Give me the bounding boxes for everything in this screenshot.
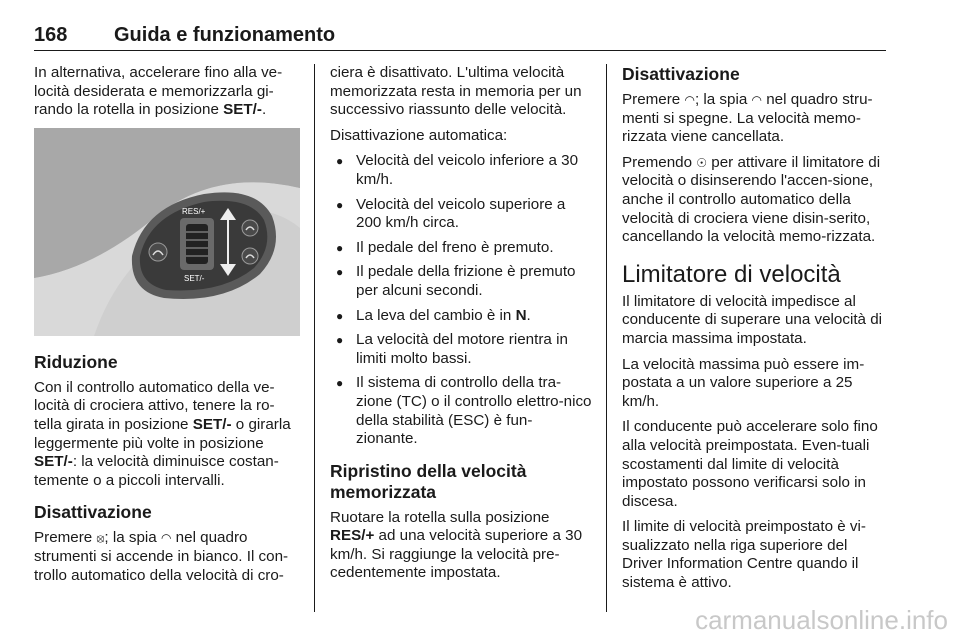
running-title: Guida e funzionamento (114, 24, 336, 46)
list-item: ● Il pedale del freno è premuto. (330, 239, 592, 258)
auto-deactivation-title: Disattivazione automatica: (330, 126, 508, 144)
cruise-control-lamp-icon: ◠ (751, 93, 762, 107)
res-label: RES/+ (182, 206, 206, 216)
set-label: SET/- (184, 273, 205, 283)
speed-limiter-icon: ☉ (696, 155, 708, 170)
heading-limitatore: Limitatore di velocità (622, 260, 841, 288)
column-divider-1 (314, 64, 315, 612)
heading-disattivazione-2: Disattivazione (622, 64, 740, 84)
limiter-paragraph-1: Il limitatore di velocità impedisce al conducente di superare una velocità di marcia massima impostata. (622, 292, 883, 347)
set-key: SET/- (223, 101, 262, 119)
column-1 (34, 64, 300, 592)
list-item: ● Velocità del veicolo superiore a 200 km/h circa. (330, 196, 592, 233)
limiter-switch-paragraph: Premendo ☉ per attivare il limitatore di velocità o disinserendo l'accen-sione, anche il controllo automatico della velocità di crociera viene disin-serito, cancellando la velocità memo-rizzata. (622, 153, 881, 246)
limiter-paragraph-3: Il conducente può accelerare solo fino alla velocità preimpostata. Even-tuali scostamenti dal limite di velocità impostato possono verificarsi solo in discesa. (622, 418, 878, 510)
intro-paragraph: In alternativa, accelerare fino alla ve-locità desiderata e memorizzarla gi-rando la rotella in posizione SET/-. (34, 64, 283, 119)
limiter-paragraph-4: Il limite di velocità preimpostato è vi-sualizzato nella riga superiore del Driver Information Centre quando il sistema è attivo. (622, 518, 866, 592)
page-number: 168 (34, 24, 68, 46)
deactivation-paragraph: Premere ◠; la spia ◠ nel quadro stru-menti si spegne. La velocità memo-rizzata viene cancellata. (622, 91, 873, 146)
steering-wheel-illustration (34, 128, 300, 336)
list-item: ● Velocità del veicolo inferiore a 30 km/h. (330, 152, 592, 189)
list-item: ● Il pedale della frizione è premuto per alcuni secondi. (330, 263, 592, 300)
page-header (34, 24, 886, 52)
watermark: carmanualsonline.info (695, 605, 948, 635)
ripristino-paragraph: Ruotare la rotella sulla posizione RES/+ ad una velocità superiore a 30 km/h. Si raggiunge la velocità pre-cedentemente impostata. (330, 508, 583, 582)
list-item: ● La leva del cambio è in N. (330, 307, 592, 326)
column-divider-2 (606, 64, 607, 612)
list-item: ● Il sistema di controllo della tra-zione (TC) o il controllo elettro-nico della stabilità (ESC) è fun-zionante. (330, 374, 592, 448)
column-3 (622, 64, 888, 600)
limiter-paragraph-2: La velocità massima può essere im-postata a un valore superiore a 25 km/h. (622, 355, 865, 410)
steering-wheel-controls-figure (34, 128, 300, 336)
riduzione-paragraph: Con il controllo automatico della ve-locità di crociera attivo, tenere la ro-tella girata in posizione SET/- o girarla leggermente più volte in posizione SET/-: la velocità diminuisce costan-temente o a piccoli intervalli. (34, 378, 291, 489)
column-2 (330, 64, 592, 590)
list-item: ● La velocità del motore rientra in limiti molto bassi. (330, 331, 592, 368)
header-rule (34, 50, 886, 51)
heading-disattivazione: Disattivazione (34, 502, 152, 523)
cruise-control-lamp-icon: ◠ (160, 531, 172, 546)
heading-riduzione: Riduzione (34, 351, 118, 372)
cruise-control-lamp-icon: ◠ (684, 93, 695, 107)
auto-deactivation-list (330, 152, 592, 448)
continuation-paragraph: ciera è disattivato. L'ultima velocità memorizzata resta in memoria per un successivo riassunto delle velocità. (330, 64, 582, 119)
heading-ripristino: Ripristino della velocità memorizzata (330, 460, 527, 502)
disattivazione-paragraph: Premere ⦻; la spia ◠ nel quadro strumenti si accende in bianco. Il con-trollo automatico della velocità di cro- (34, 529, 289, 584)
cruise-off-icon: ⦻ (96, 531, 105, 546)
